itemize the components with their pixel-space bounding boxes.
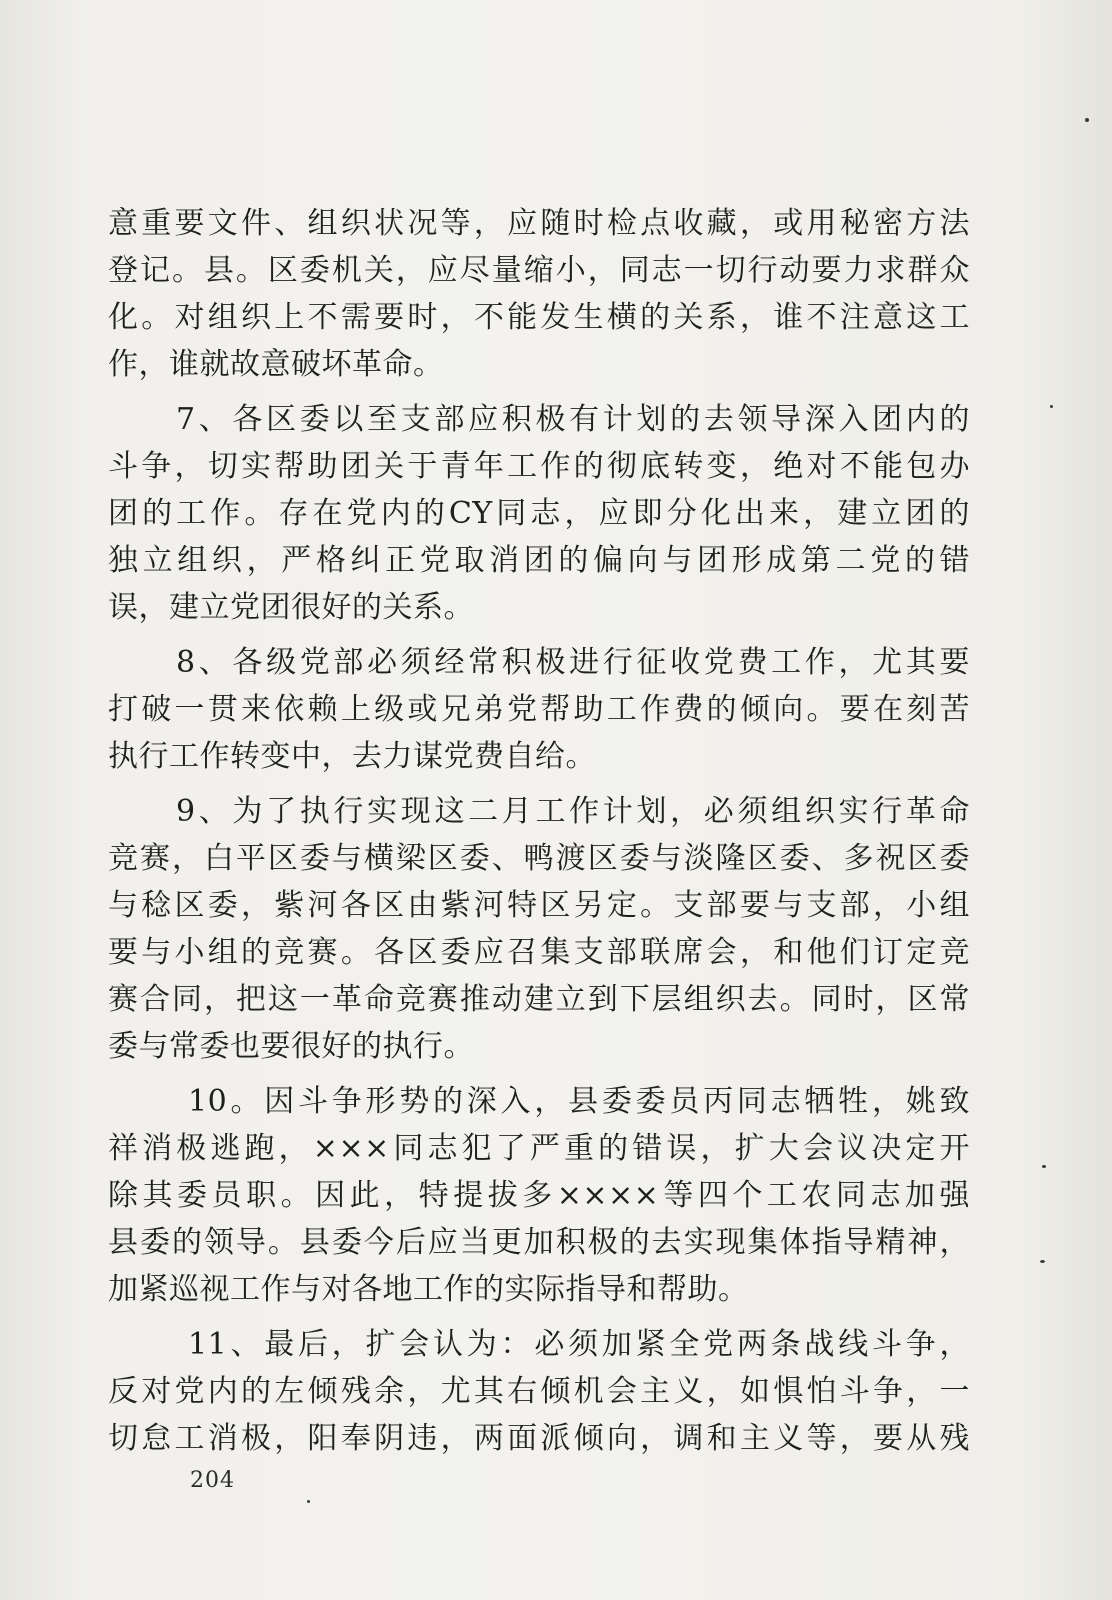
text-line: 10。因斗争形势的深入，县委委员丙同志牺牲，姚致 <box>188 1084 970 1119</box>
text-line: 11、最后，扩会认为：必须加紧全党两条战线斗争， <box>188 1327 970 1362</box>
text-line: 独立组织，严格纠正党取消团的偏向与团形成第二党的错 <box>108 543 970 578</box>
text-line: 误，建立党团很好的关系。 <box>108 590 474 625</box>
text-line: 县委的领导。县委今后应当更加积极的去实现集体指导精神， <box>108 1225 970 1260</box>
text-line: 打破一贯来依赖上级或兄弟党帮助工作费的倾向。要在刻苦 <box>108 692 970 727</box>
text-line: 作，谁就故意破坏革命。 <box>108 347 444 382</box>
text-line: 切怠工消极，阳奉阴违，两面派倾向，调和主义等，要从残 <box>108 1421 970 1456</box>
text-line: 8、各级党部必须经常积极进行征收党费工作，尤其要 <box>176 645 970 680</box>
text-line: 登记。县。区委机关，应尽量缩小，同志一切行动要力求群众 <box>108 253 970 288</box>
scan-speck <box>307 1500 310 1503</box>
text-line: 团的工作。存在党内的CY同志，应即分化出来，建立团的 <box>108 496 970 531</box>
text-line: 化。对组织上不需要时，不能发生横的关系，谁不注意这工 <box>108 300 970 335</box>
text-line: 除其委员职。因此，特提拔多××××等四个工农同志加强 <box>108 1178 970 1213</box>
page-number: 204 <box>190 1468 235 1493</box>
text-line: 加紧巡视工作与对各地工作的实际指导和帮助。 <box>108 1272 749 1307</box>
text-line: 反对党内的左倾残余，尤其右倾机会主义，如惧怕斗争，一 <box>108 1374 970 1409</box>
text-line: 竞赛，白平区委与横梁区委、鸭渡区委与淡隆区委、多祝区委 <box>108 841 970 876</box>
scan-speck <box>1050 405 1053 408</box>
text-line: 意重要文件、组织状况等，应随时检点收藏，或用秘密方法 <box>108 206 970 241</box>
text-line: 要与小组的竞赛。各区委应召集支部联席会，和他们订定竞 <box>108 935 970 970</box>
text-line: 执行工作转变中，去力谋党费自给。 <box>108 739 596 774</box>
text-line: 斗争，切实帮助团关于青年工作的彻底转变，绝对不能包办 <box>108 449 970 484</box>
scan-speck <box>1042 1165 1046 1168</box>
scan-speck <box>1040 1260 1045 1263</box>
scan-speck <box>1085 118 1089 122</box>
text-line: 9、为了执行实现这二月工作计划，必须组织实行革命 <box>176 794 970 829</box>
text-line: 7、各区委以至支部应积极有计划的去领导深入团内的 <box>176 402 970 437</box>
text-line: 委与常委也要很好的执行。 <box>108 1029 474 1064</box>
text-line: 与稔区委，紫河各区由紫河特区另定。支部要与支部，小组 <box>108 888 970 923</box>
body-text <box>108 200 970 1462</box>
text-line: 祥消极逃跑，×××同志犯了严重的错误，扩大会议决定开 <box>108 1131 970 1166</box>
text-line: 赛合同，把这一革命竞赛推动建立到下层组织去。同时，区常 <box>108 982 970 1017</box>
